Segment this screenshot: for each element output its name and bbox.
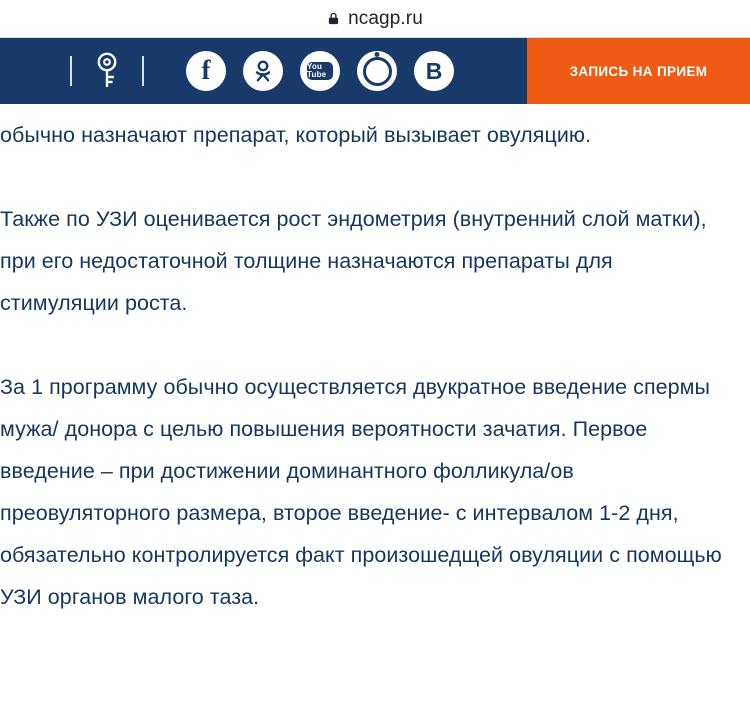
key-icon[interactable] [90, 51, 124, 91]
browser-url-bar[interactable] [0, 0, 750, 38]
youtube-glyph: You Tube [307, 62, 333, 80]
social-links [186, 51, 454, 91]
paragraph-3: За 1 программу обычно осуществляется двукратное введение спермы мужа/ донора с целью повышения вероятности зачатия. Первое введение – при достижении доминантного фолликула/ов преовуляторного размера, второе введение- с интервалом 1-2 дня, обязательно контролируется факт произошедщей овуляции с помощью УЗИ органов малого таза. [0, 375, 722, 609]
facebook-glyph: f [201, 54, 211, 85]
paragraph-spacer-2 [0, 324, 750, 366]
instagram-icon[interactable] [357, 51, 397, 91]
article-body [0, 114, 750, 618]
paragraph-spacer-1 [0, 156, 750, 198]
appointment-button[interactable]: ЗАПИСЬ НА ПРИЕМ [527, 38, 750, 104]
youtube-icon[interactable] [300, 51, 340, 91]
site-header-left [0, 38, 527, 104]
vertical-divider-icon-2 [142, 56, 144, 86]
lock-icon [327, 12, 340, 25]
vkontakte-glyph: B [425, 57, 443, 84]
odnoklassniki-icon[interactable] [243, 51, 283, 91]
camera-lens-shape [363, 57, 392, 86]
site-header [0, 38, 750, 104]
paragraph-1: обычно назначают препарат, который вызывает овуляцию. [0, 123, 592, 147]
url-host-text: ncagp.ru [348, 7, 423, 29]
facebook-icon[interactable] [186, 51, 226, 91]
paragraph-2: Также по УЗИ оценивается рост эндометрия (внутренний слой матки), при его недостаточной толщине назначаются препараты для стимуляции роста. [0, 207, 707, 315]
vkontakte-icon[interactable] [414, 51, 454, 91]
vertical-divider-icon [70, 56, 72, 86]
